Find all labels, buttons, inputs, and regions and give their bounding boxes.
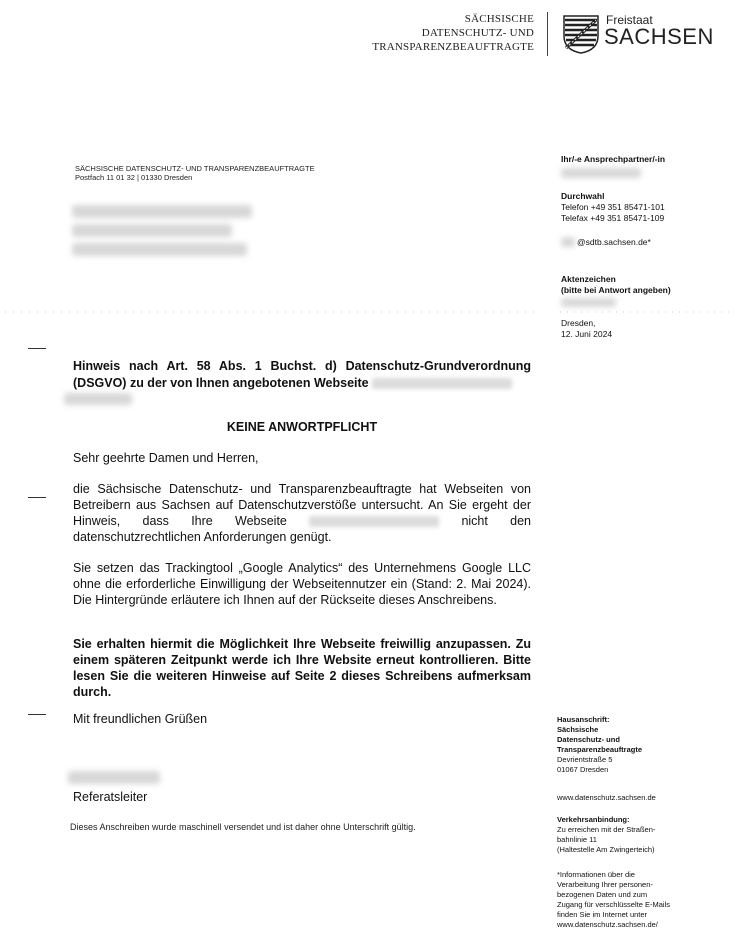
logo-sachsen: SACHSEN bbox=[604, 24, 714, 49]
address-org-1: Sächsische bbox=[557, 725, 599, 734]
privacy-info-line3: bezogenen Daten und zum bbox=[557, 890, 648, 899]
address-street: Devrientstraße 5 bbox=[557, 755, 613, 764]
authority-name bbox=[372, 12, 534, 54]
transport-line2: bahnlinie 11 bbox=[557, 835, 597, 844]
paragraph-3: Sie erhalten hiermit die Möglichkeit Ihre Webseite freiwillig anzupassen. Zu einem späteren Zeitpunkt werde ich Ihre Website erneut kontrollieren. Bitte lesen Sie die weiteren Hinweise auf Seite 2 dieses Schreibens aufmerksam durch. bbox=[73, 637, 531, 699]
sender-address bbox=[75, 164, 315, 182]
phone-number: Telefon +49 351 85471-101 bbox=[561, 202, 665, 212]
paragraph-2: Sie setzen das Trackingtool „Google Analytics“ des Unternehmens Google LLC ohne die erforderliche Einwilligung der Webseitennutzer ein (Stand: 2. Mai 2024). Die Hintergründe erläutere ich Ihnen auf der Rückseite dieses Anschreibens. bbox=[73, 561, 531, 607]
email-user-redacted bbox=[561, 237, 575, 247]
paragraph-1-text-a: die Sächsische Datenschutz- und Transparenzbeauftragte hat Webseiten von Betreibern aus Sachsen auf Datenschutzverstöße untersucht. An Sie ergeht der Hinweis, dass Ihre Webseite bbox=[73, 482, 531, 528]
aktenzeichen-block bbox=[561, 274, 671, 296]
website-link[interactable]: www.datenschutz.sachsen.de bbox=[557, 793, 656, 802]
subject-text: Hinweis nach Art. 58 Abs. 1 Buchst. d) Datenschutz-Grundverordnung (DSGVO) zu der von Ihnen angebotenen Webseite bbox=[73, 359, 531, 390]
website-redacted-continued bbox=[64, 393, 132, 405]
fold-mark bbox=[28, 348, 46, 349]
header-divider bbox=[547, 12, 548, 56]
aktenzeichen-label: Aktenzeichen bbox=[561, 274, 616, 284]
contact-heading: Ihr/-e Ansprechpartner/-in bbox=[561, 154, 666, 164]
paragraph-1-text-b: nicht den datenschutzrechtlichen Anforderungen genügt. bbox=[73, 514, 531, 544]
signer-name-redacted bbox=[68, 771, 160, 784]
greeting: Sehr geehrte Damen und Herren, bbox=[73, 451, 259, 465]
machine-sent-note: Dieses Anschreiben wurde maschinell versendet und ist daher ohne Unterschrift gültig. bbox=[70, 822, 416, 832]
website-redacted bbox=[372, 378, 512, 389]
signer-role: Referatsleiter bbox=[73, 790, 148, 804]
sender-line1: SÄCHSISCHE DATENSCHUTZ- UND TRANSPARENZBEAUFTRAGTE bbox=[75, 164, 315, 173]
privacy-info-line5: finden Sie im Internet unter bbox=[557, 910, 648, 919]
address-label: Hausanschrift: bbox=[557, 715, 610, 724]
fax-number: Telefax +49 351 85471-109 bbox=[561, 213, 665, 223]
address-city: 01067 Dresden bbox=[557, 765, 609, 774]
privacy-info-line4: Zugang für verschlüsselte E-Mails bbox=[557, 900, 670, 909]
durchwahl-label: Durchwahl bbox=[561, 191, 605, 201]
fold-mark bbox=[28, 714, 46, 715]
address-org-3: Transparenzbeauftragte bbox=[557, 745, 643, 754]
transport-line3: (Haltestelle Am Zwingerteich) bbox=[557, 845, 655, 854]
closing: Mit freundlichen Grüßen bbox=[73, 712, 208, 726]
authority-name-line2: DATENSCHUTZ- UND bbox=[421, 27, 534, 39]
date-block bbox=[561, 318, 612, 340]
aktenzeichen-redacted bbox=[561, 298, 616, 307]
recipient-street-redacted bbox=[72, 224, 232, 237]
email-address: @sdtb.sachsen.de* bbox=[577, 237, 651, 247]
transport-block bbox=[557, 815, 655, 855]
coat-of-arms-icon bbox=[562, 14, 600, 54]
fold-mark bbox=[28, 497, 46, 498]
letter-subject bbox=[73, 358, 531, 392]
privacy-info-line2: Verarbeitung Ihrer personen- bbox=[557, 880, 653, 889]
address-block bbox=[557, 715, 642, 775]
sender-line2: Postfach 11 01 32 | 01330 Dresden bbox=[75, 173, 193, 182]
letter-city: Dresden, bbox=[561, 318, 596, 328]
privacy-info-line1: *Informationen über die bbox=[557, 870, 635, 879]
authority-name-line1: SÄCHSISCHE bbox=[464, 13, 534, 25]
website-url-redacted bbox=[309, 516, 439, 527]
scan-artifact-line bbox=[0, 310, 740, 314]
letter-date: 12. Juni 2024 bbox=[561, 329, 613, 339]
address-org-2: Datenschutz- und bbox=[557, 735, 620, 744]
transport-label: Verkehrsanbindung: bbox=[557, 815, 630, 824]
privacy-info-line6[interactable]: www.datenschutz.sachsen.de/ bbox=[557, 920, 658, 929]
logo-freistaat: Freistaat bbox=[606, 13, 653, 27]
durchwahl-block bbox=[561, 191, 665, 224]
privacy-info-block bbox=[557, 870, 670, 930]
recipient-name-redacted bbox=[72, 205, 252, 218]
recipient-city-redacted bbox=[72, 243, 247, 256]
aktenzeichen-note: (bitte bei Antwort angeben) bbox=[561, 285, 671, 295]
transport-line1: Zu erreichen mit der Straßen- bbox=[557, 825, 656, 834]
authority-name-line3: TRANSPARENZBEAUFTRAGTE bbox=[372, 41, 534, 53]
no-reply-heading: KEINE ANWORTPFLICHT bbox=[226, 420, 378, 434]
contact-person-redacted bbox=[561, 168, 641, 178]
paragraph-1 bbox=[73, 481, 531, 545]
